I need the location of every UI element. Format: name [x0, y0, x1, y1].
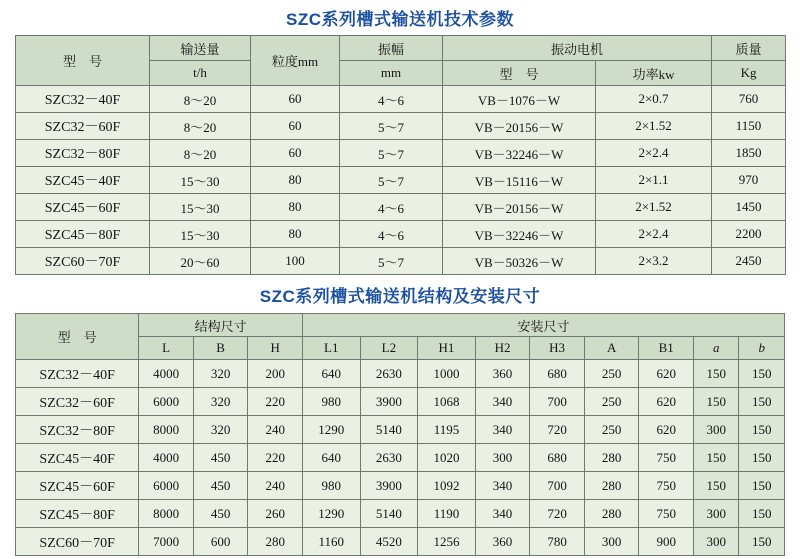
cell-A: 300	[584, 528, 639, 556]
cell-L1: 1290	[302, 500, 360, 528]
cell-model: SZC60－70F	[16, 528, 139, 556]
cell-mass: 970	[712, 167, 786, 194]
header-col-b: b	[739, 337, 785, 360]
cell-mass: 2450	[712, 248, 786, 275]
cell-a: 300	[694, 416, 739, 444]
cell-H2: 300	[475, 444, 530, 472]
table-row	[16, 444, 785, 472]
cell-model: SZC45－60F	[16, 472, 139, 500]
cell-A: 280	[584, 472, 639, 500]
cell-L1: 640	[302, 444, 360, 472]
table-row	[16, 388, 785, 416]
cell-B: 320	[193, 360, 248, 388]
cell-a: 150	[694, 388, 739, 416]
cell-H1: 1020	[418, 444, 476, 472]
cell-b: 150	[739, 416, 785, 444]
cell-model: SZC45－40F	[16, 167, 150, 194]
cell-motor-model: VB－32246－W	[443, 221, 596, 248]
cell-L2: 3900	[360, 472, 418, 500]
header-motor-model: 型 号	[443, 61, 596, 86]
cell-H3: 700	[530, 472, 585, 500]
cell-H: 200	[248, 360, 303, 388]
cell-A: 280	[584, 444, 639, 472]
cell-amplitude: 4～6	[340, 221, 443, 248]
cell-L1: 1290	[302, 416, 360, 444]
cell-motor-model: VB－20156－W	[443, 113, 596, 140]
header-amplitude-line1: 振幅	[340, 36, 443, 61]
cell-H1: 1195	[418, 416, 476, 444]
cell-motor-model: VB－20156－W	[443, 194, 596, 221]
cell-H: 220	[248, 388, 303, 416]
cell-capacity: 20～60	[150, 248, 251, 275]
table-row	[16, 248, 786, 275]
cell-B: 320	[193, 388, 248, 416]
cell-granularity: 80	[251, 221, 340, 248]
header-vibration-motor-group: 振动电机	[443, 36, 712, 61]
table-row	[16, 167, 786, 194]
cell-b: 150	[739, 388, 785, 416]
cell-a: 300	[694, 528, 739, 556]
cell-a: 300	[694, 500, 739, 528]
header-col-H: H	[248, 337, 303, 360]
cell-A: 250	[584, 360, 639, 388]
cell-model: SZC32－40F	[16, 86, 150, 113]
cell-H2: 340	[475, 472, 530, 500]
cell-model: SZC32－40F	[16, 360, 139, 388]
cell-mass: 2200	[712, 221, 786, 248]
header-col-L1: L1	[302, 337, 360, 360]
cell-H1: 1068	[418, 388, 476, 416]
cell-granularity: 60	[251, 140, 340, 167]
table-row	[16, 140, 786, 167]
cell-b: 150	[739, 528, 785, 556]
cell-capacity: 15～30	[150, 194, 251, 221]
cell-H1: 1256	[418, 528, 476, 556]
page-title-technical-parameters: SZC系列槽式输送机技术参数	[286, 10, 514, 29]
cell-L2: 2630	[360, 444, 418, 472]
cell-H2: 340	[475, 500, 530, 528]
cell-motor-power: 2×1.1	[596, 167, 712, 194]
cell-A: 280	[584, 500, 639, 528]
header-mass-line2: Kg	[712, 61, 786, 86]
cell-B1: 900	[639, 528, 694, 556]
cell-b: 150	[739, 360, 785, 388]
cell-L: 8000	[139, 416, 194, 444]
cell-B: 320	[193, 416, 248, 444]
cell-capacity: 15～30	[150, 167, 251, 194]
cell-L1: 640	[302, 360, 360, 388]
header-amplitude-line2: mm	[340, 61, 443, 86]
header-col-H1: H1	[418, 337, 476, 360]
header-motor-power: 功率kw	[596, 61, 712, 86]
cell-B1: 750	[639, 472, 694, 500]
cell-H3: 780	[530, 528, 585, 556]
cell-B: 450	[193, 444, 248, 472]
cell-model: SZC32－80F	[16, 140, 150, 167]
cell-B1: 620	[639, 360, 694, 388]
cell-L2: 5140	[360, 416, 418, 444]
technical-parameters-table	[15, 35, 786, 275]
cell-L: 6000	[139, 388, 194, 416]
header-structure-group: 结构尺寸	[139, 314, 303, 337]
cell-amplitude: 5～7	[340, 113, 443, 140]
page-title-structure-dimensions: SZC系列槽式输送机结构及安装尺寸	[259, 287, 541, 306]
cell-model: SZC32－60F	[16, 388, 139, 416]
cell-B: 600	[193, 528, 248, 556]
cell-a: 150	[694, 444, 739, 472]
header-col-L2: L2	[360, 337, 418, 360]
cell-L1: 980	[302, 388, 360, 416]
header-capacity-line1: 输送量	[150, 36, 251, 61]
cell-motor-model: VB－15116－W	[443, 167, 596, 194]
cell-granularity: 60	[251, 113, 340, 140]
table-row	[16, 113, 786, 140]
table-row	[16, 472, 785, 500]
cell-model: SZC60－70F	[16, 248, 150, 275]
cell-L2: 4520	[360, 528, 418, 556]
table-row	[16, 416, 785, 444]
cell-A: 250	[584, 416, 639, 444]
cell-capacity: 15～30	[150, 221, 251, 248]
cell-mass: 1450	[712, 194, 786, 221]
cell-H1: 1000	[418, 360, 476, 388]
header-installation-group: 安装尺寸	[302, 314, 784, 337]
cell-granularity: 80	[251, 194, 340, 221]
cell-granularity: 100	[251, 248, 340, 275]
cell-L: 8000	[139, 500, 194, 528]
header-col-B1: B1	[639, 337, 694, 360]
cell-L: 7000	[139, 528, 194, 556]
cell-a: 150	[694, 360, 739, 388]
cell-H: 280	[248, 528, 303, 556]
cell-L: 4000	[139, 444, 194, 472]
cell-H2: 340	[475, 388, 530, 416]
cell-B: 450	[193, 500, 248, 528]
cell-H1: 1092	[418, 472, 476, 500]
cell-b: 150	[739, 444, 785, 472]
cell-B1: 620	[639, 416, 694, 444]
cell-capacity: 8～20	[150, 140, 251, 167]
cell-granularity: 60	[251, 86, 340, 113]
cell-L1: 1160	[302, 528, 360, 556]
header-col-L: L	[139, 337, 194, 360]
cell-H: 240	[248, 472, 303, 500]
cell-H2: 360	[475, 528, 530, 556]
cell-H3: 720	[530, 416, 585, 444]
table-row	[16, 500, 785, 528]
cell-mass: 760	[712, 86, 786, 113]
cell-L2: 5140	[360, 500, 418, 528]
cell-H3: 720	[530, 500, 585, 528]
cell-H3: 680	[530, 360, 585, 388]
cell-H: 240	[248, 416, 303, 444]
cell-H2: 360	[475, 360, 530, 388]
cell-motor-power: 2×1.52	[596, 113, 712, 140]
cell-motor-model: VB－32246－W	[443, 140, 596, 167]
cell-b: 150	[739, 500, 785, 528]
cell-granularity: 80	[251, 167, 340, 194]
cell-motor-power: 2×2.4	[596, 221, 712, 248]
cell-capacity: 8～20	[150, 86, 251, 113]
cell-L1: 980	[302, 472, 360, 500]
cell-motor-power: 2×3.2	[596, 248, 712, 275]
cell-model: SZC45－80F	[16, 221, 150, 248]
cell-a: 150	[694, 472, 739, 500]
structure-installation-dimensions-table	[15, 313, 785, 556]
cell-motor-power: 2×0.7	[596, 86, 712, 113]
cell-L2: 2630	[360, 360, 418, 388]
table-row	[16, 194, 786, 221]
cell-H1: 1190	[418, 500, 476, 528]
table-row	[16, 360, 785, 388]
cell-motor-power: 2×1.52	[596, 194, 712, 221]
cell-model: SZC45－80F	[16, 500, 139, 528]
header-model: 型 号	[16, 314, 139, 360]
table-header-row-1	[16, 36, 786, 61]
cell-motor-power: 2×2.4	[596, 140, 712, 167]
cell-motor-model: VB－1076－W	[443, 86, 596, 113]
header-col-A: A	[584, 337, 639, 360]
cell-B: 450	[193, 472, 248, 500]
cell-B1: 750	[639, 500, 694, 528]
table-row	[16, 86, 786, 113]
cell-B1: 750	[639, 444, 694, 472]
cell-model: SZC45－60F	[16, 194, 150, 221]
cell-amplitude: 4～6	[340, 194, 443, 221]
cell-motor-model: VB－50326－W	[443, 248, 596, 275]
cell-H: 260	[248, 500, 303, 528]
cell-amplitude: 4～6	[340, 86, 443, 113]
header-mass-line1: 质量	[712, 36, 786, 61]
header-model: 型 号	[16, 36, 150, 86]
header-capacity-line2: t/h	[150, 61, 251, 86]
cell-H2: 340	[475, 416, 530, 444]
header-col-H3: H3	[530, 337, 585, 360]
cell-A: 250	[584, 388, 639, 416]
header-col-a: a	[694, 337, 739, 360]
cell-L2: 3900	[360, 388, 418, 416]
cell-H: 220	[248, 444, 303, 472]
cell-L: 4000	[139, 360, 194, 388]
cell-model: SZC32－80F	[16, 416, 139, 444]
cell-b: 150	[739, 472, 785, 500]
cell-capacity: 8～20	[150, 113, 251, 140]
cell-amplitude: 5～7	[340, 167, 443, 194]
cell-H3: 700	[530, 388, 585, 416]
table-row	[16, 221, 786, 248]
cell-amplitude: 5～7	[340, 248, 443, 275]
table2-header-row-1	[16, 314, 785, 337]
cell-amplitude: 5～7	[340, 140, 443, 167]
cell-mass: 1850	[712, 140, 786, 167]
cell-H3: 680	[530, 444, 585, 472]
header-col-H2: H2	[475, 337, 530, 360]
cell-model: SZC45－40F	[16, 444, 139, 472]
cell-B1: 620	[639, 388, 694, 416]
cell-model: SZC32－60F	[16, 113, 150, 140]
header-col-B: B	[193, 337, 248, 360]
header-granularity: 粒度mm	[251, 36, 340, 86]
table-row	[16, 528, 785, 556]
cell-mass: 1150	[712, 113, 786, 140]
cell-L: 6000	[139, 472, 194, 500]
